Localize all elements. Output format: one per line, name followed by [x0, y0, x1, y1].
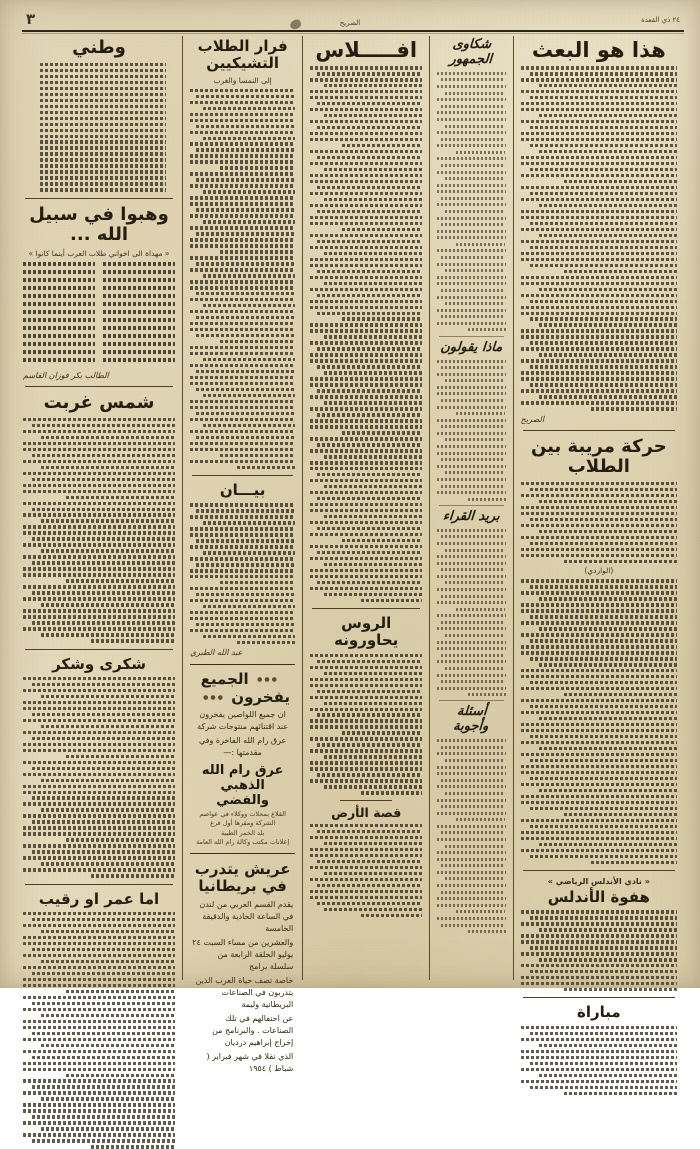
notice-title-arsh-britain: عريش يتدرب في بريطانيا	[194, 859, 291, 895]
headline-hatha-huwa-albaath: هذا هو البعث	[531, 38, 666, 62]
page-number: ٣	[26, 10, 36, 28]
notice-text-2: والعشرين من مساء السبت ٢٤ يوليو الحلقة الرابعة من سلسلة برامج	[192, 938, 294, 972]
column-2	[430, 36, 514, 980]
article-body-hatha-huwa-albaath	[521, 66, 677, 411]
verse-column-left	[103, 262, 175, 366]
ornament-right-icon	[200, 692, 226, 703]
ad-fine-1: القلاع بمحلات ووكلاء في عواصم الشركة ومقرها أول فرع	[199, 810, 286, 828]
notice-text-1: يقدم القسم العربي من لندن في الساعة الحادية والدقيقة الخامسة	[199, 900, 294, 934]
poem-body-watani	[23, 63, 166, 192]
headline-wahabou-fi-sabeel-allah: وهبوا في سبيل الله ...	[29, 203, 169, 246]
article-body-qissat-alard	[310, 824, 422, 917]
headline-matha-yaqouloon: ماذا يقولون	[439, 339, 504, 355]
headline-mubarat: مباراة	[576, 1003, 621, 1022]
article-body-asila-wa-ajwiba	[437, 739, 506, 933]
kicker-andalus-club: « نادي الأندلس الرياضي »	[547, 876, 650, 886]
article-body-firar-altullab	[190, 89, 295, 469]
notice-text-4: عن احتفالهم في تلك الصناعات . والبرنامج من إخراج إبراهيم درديان	[212, 1014, 294, 1048]
article-body-amma-omar	[23, 912, 175, 1149]
headline-qissat-alard: قصة الأرض	[331, 804, 402, 820]
column-1	[514, 36, 684, 1022]
article-body-hafwat-alandalus	[521, 910, 677, 991]
article-body-matha-yaqouloon	[437, 360, 506, 501]
advertisement-arak-ramallah[interactable]	[190, 664, 295, 853]
masthead-date: ٢٤ ذي القعدة	[641, 16, 680, 24]
divider-11	[25, 386, 173, 387]
ad-brand-name: عرق رام الله الذهبي والفضي	[201, 763, 284, 809]
article-body-mubarat	[521, 1026, 677, 1095]
divider-10	[25, 198, 173, 199]
subhead-firar-altullab: إلى النمسا والغرب	[213, 75, 272, 85]
headline-haraka-murayba: حركة مريبة بين الطلاب	[530, 435, 667, 478]
verse-column-right	[23, 262, 95, 366]
article-body-shukri-wa-shukr	[23, 677, 175, 878]
divider-4	[439, 336, 504, 337]
masthead-publication-name: الصريح	[339, 19, 361, 27]
headline-alroos-yuhawiroonah: الروس يحاورونه	[334, 614, 399, 650]
divider-9	[192, 475, 293, 476]
article-body-bayan	[190, 503, 295, 644]
column-container	[16, 36, 684, 1074]
ad-line-2: عرق رام الله الفاخرة وفي مقدمتها :—	[199, 736, 287, 758]
article-subhead-haraka: (الواردي)	[584, 566, 614, 576]
headline-iflas: افـــــلاس	[315, 38, 418, 62]
headline-watani: وطني	[72, 37, 126, 58]
ad-line-1: ان جميع اللواصين يفخرون عند اقتنائهم منتوجات شركة	[197, 710, 289, 732]
notice-text-3: خاصة تصف حياة العرب الذين يتدربون في الصناعات البريطانية وليمة	[195, 976, 294, 1010]
poem-signature-wahabou: الطالب بكر فوزان القاسم	[23, 371, 109, 381]
notice-arsh-britain[interactable]	[190, 861, 295, 1076]
poem-body-wahabou	[23, 262, 175, 366]
column-5	[16, 36, 183, 980]
notice-text-5: الذي نقلا في شهر فبراير ( شباط ) ١٩٥٤	[206, 1052, 294, 1074]
ad-fine-3: إعلانات مكتب وكالة رام الله العامة	[196, 837, 290, 846]
divider-13	[25, 884, 173, 885]
article-body-shakawa	[437, 72, 506, 332]
headline-asila-wa-ajwiba: أسئلة وأجوبة	[452, 704, 490, 735]
divider-1	[523, 430, 675, 431]
divider-8	[340, 800, 391, 801]
article-body-haraka-cont	[521, 579, 677, 864]
divider-2	[523, 870, 675, 871]
ad-fine-2: بلد الخمر الطيبة	[220, 828, 265, 837]
column-4	[183, 36, 303, 1074]
headline-bayan: بيـــان	[219, 481, 266, 500]
article-body-alroos	[310, 654, 422, 795]
article-body-iflas	[310, 66, 422, 602]
headline-bareed-alqurra: بريد القراء	[442, 508, 501, 524]
divider-6	[439, 700, 504, 701]
divider-12	[25, 649, 173, 650]
subhead-wahabou: « مهداة الى اخواني طلاب العرب أينما كانوا »	[28, 249, 170, 259]
article-body-bareed-alqurra	[437, 529, 506, 697]
headline-shakawa-aljumhoor: شكاوى الجمهور	[449, 37, 493, 67]
divider-3	[523, 997, 675, 998]
article-signature-1: الصريح	[520, 414, 545, 424]
article-signature-bayan: عبد الله الطبري	[190, 648, 243, 658]
ad-title-aljamee-yafkharoon: الجميع يفخرون	[200, 670, 290, 707]
divider-5	[439, 505, 504, 506]
divider-7	[312, 608, 420, 609]
headline-shams-gharabat: شمس غربت	[43, 392, 155, 414]
article-body-haraka-murayba	[521, 482, 677, 563]
ornament-left-icon	[254, 674, 280, 685]
headline-amma-omar-aw-raqeeb: اما عمر او رقيب	[38, 889, 160, 908]
headline-shukri-wa-shukr: شكرى وشكر	[52, 654, 146, 673]
article-body-shams-gharabat	[23, 418, 175, 643]
column-3	[303, 36, 430, 980]
headline-firar-altullab: فرار الطلاب التشيكيين	[197, 37, 288, 73]
headline-hafwat-alandalus: هفوة الأندلس	[547, 887, 650, 906]
masthead-rule	[22, 30, 684, 32]
